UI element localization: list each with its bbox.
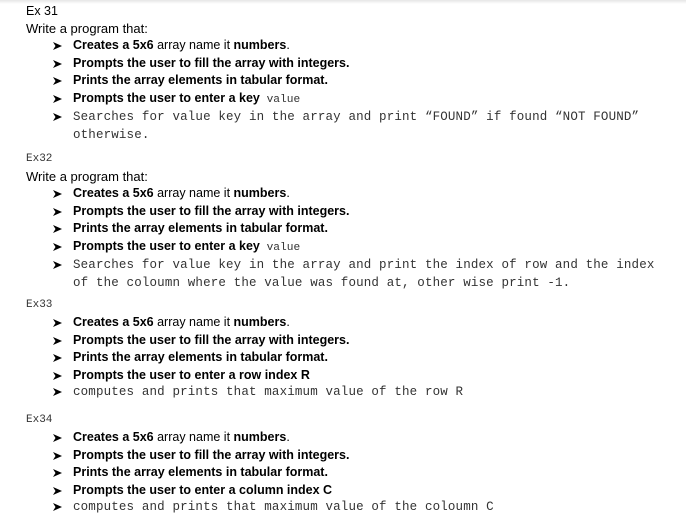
arrow-bullet-icon bbox=[52, 332, 64, 350]
exercise-title: Ex32 bbox=[26, 153, 53, 165]
task-fill: Prompts the user to fill the array with integers. bbox=[26, 447, 666, 465]
arrow-bullet-icon bbox=[52, 257, 64, 275]
task-create: Creates a 5x6 array name it numbers. bbox=[26, 37, 666, 55]
task-search: Searches for value key in the array and print “FOUND” if found “NOT FOUND” otherwise. bbox=[26, 109, 666, 144]
arrow-bullet-icon bbox=[52, 429, 64, 447]
exercise-33 bbox=[26, 298, 666, 402]
task-compute: computes and prints that maximum value of the coloumn C bbox=[26, 499, 666, 517]
arrow-bullet-icon bbox=[52, 314, 64, 332]
arrow-bullet-icon bbox=[52, 349, 64, 367]
exercise-intro: Write a program that: bbox=[26, 21, 148, 36]
arrow-bullet-icon bbox=[52, 220, 64, 238]
task-create: Creates a 5x6 array name it numbers. bbox=[26, 314, 666, 332]
exercise-32 bbox=[26, 152, 666, 292]
arrow-bullet-icon bbox=[52, 37, 64, 55]
arrow-bullet-icon bbox=[52, 55, 64, 73]
task-print: Prints the array elements in tabular format. bbox=[26, 349, 666, 367]
task-create: Creates a 5x6 array name it numbers. bbox=[26, 185, 666, 203]
arrow-bullet-icon bbox=[52, 185, 64, 203]
arrow-bullet-icon bbox=[52, 109, 64, 127]
task-enter: Prompts the user to enter a key value bbox=[26, 90, 666, 110]
task-list bbox=[26, 37, 666, 144]
task-enter: Prompts the user to enter a row index R bbox=[26, 367, 666, 385]
task-list bbox=[26, 185, 666, 292]
task-list bbox=[26, 314, 666, 402]
arrow-bullet-icon bbox=[52, 482, 64, 500]
exercise-31 bbox=[26, 4, 666, 144]
task-search: Searches for value key in the array and print the index of row and the index of the coloumn where the value was found at, other wise print -1. bbox=[26, 257, 666, 292]
exercise-34 bbox=[26, 413, 666, 517]
task-print: Prints the array elements in tabular format. bbox=[26, 220, 666, 238]
exercise-title: Ex 31 bbox=[26, 4, 58, 18]
task-create: Creates a 5x6 array name it numbers. bbox=[26, 429, 666, 447]
task-compute: computes and prints that maximum value of the row R bbox=[26, 384, 666, 402]
arrow-bullet-icon bbox=[52, 90, 64, 108]
arrow-bullet-icon bbox=[52, 238, 64, 256]
task-list bbox=[26, 429, 666, 517]
exercise-title: Ex34 bbox=[26, 414, 53, 426]
task-fill: Prompts the user to fill the array with integers. bbox=[26, 332, 666, 350]
arrow-bullet-icon bbox=[52, 447, 64, 465]
task-enter: Prompts the user to enter a column index C bbox=[26, 482, 666, 500]
task-fill: Prompts the user to fill the array with integers. bbox=[26, 203, 666, 221]
task-print: Prints the array elements in tabular format. bbox=[26, 464, 666, 482]
task-enter: Prompts the user to enter a key value bbox=[26, 238, 666, 258]
arrow-bullet-icon bbox=[52, 72, 64, 90]
arrow-bullet-icon bbox=[52, 203, 64, 221]
arrow-bullet-icon bbox=[52, 499, 64, 517]
arrow-bullet-icon bbox=[52, 384, 64, 402]
arrow-bullet-icon bbox=[52, 464, 64, 482]
task-fill: Prompts the user to fill the array with integers. bbox=[26, 55, 666, 73]
arrow-bullet-icon bbox=[52, 367, 64, 385]
exercise-title: Ex33 bbox=[26, 299, 53, 311]
task-print: Prints the array elements in tabular format. bbox=[26, 72, 666, 90]
exercise-intro: Write a program that: bbox=[26, 169, 148, 184]
